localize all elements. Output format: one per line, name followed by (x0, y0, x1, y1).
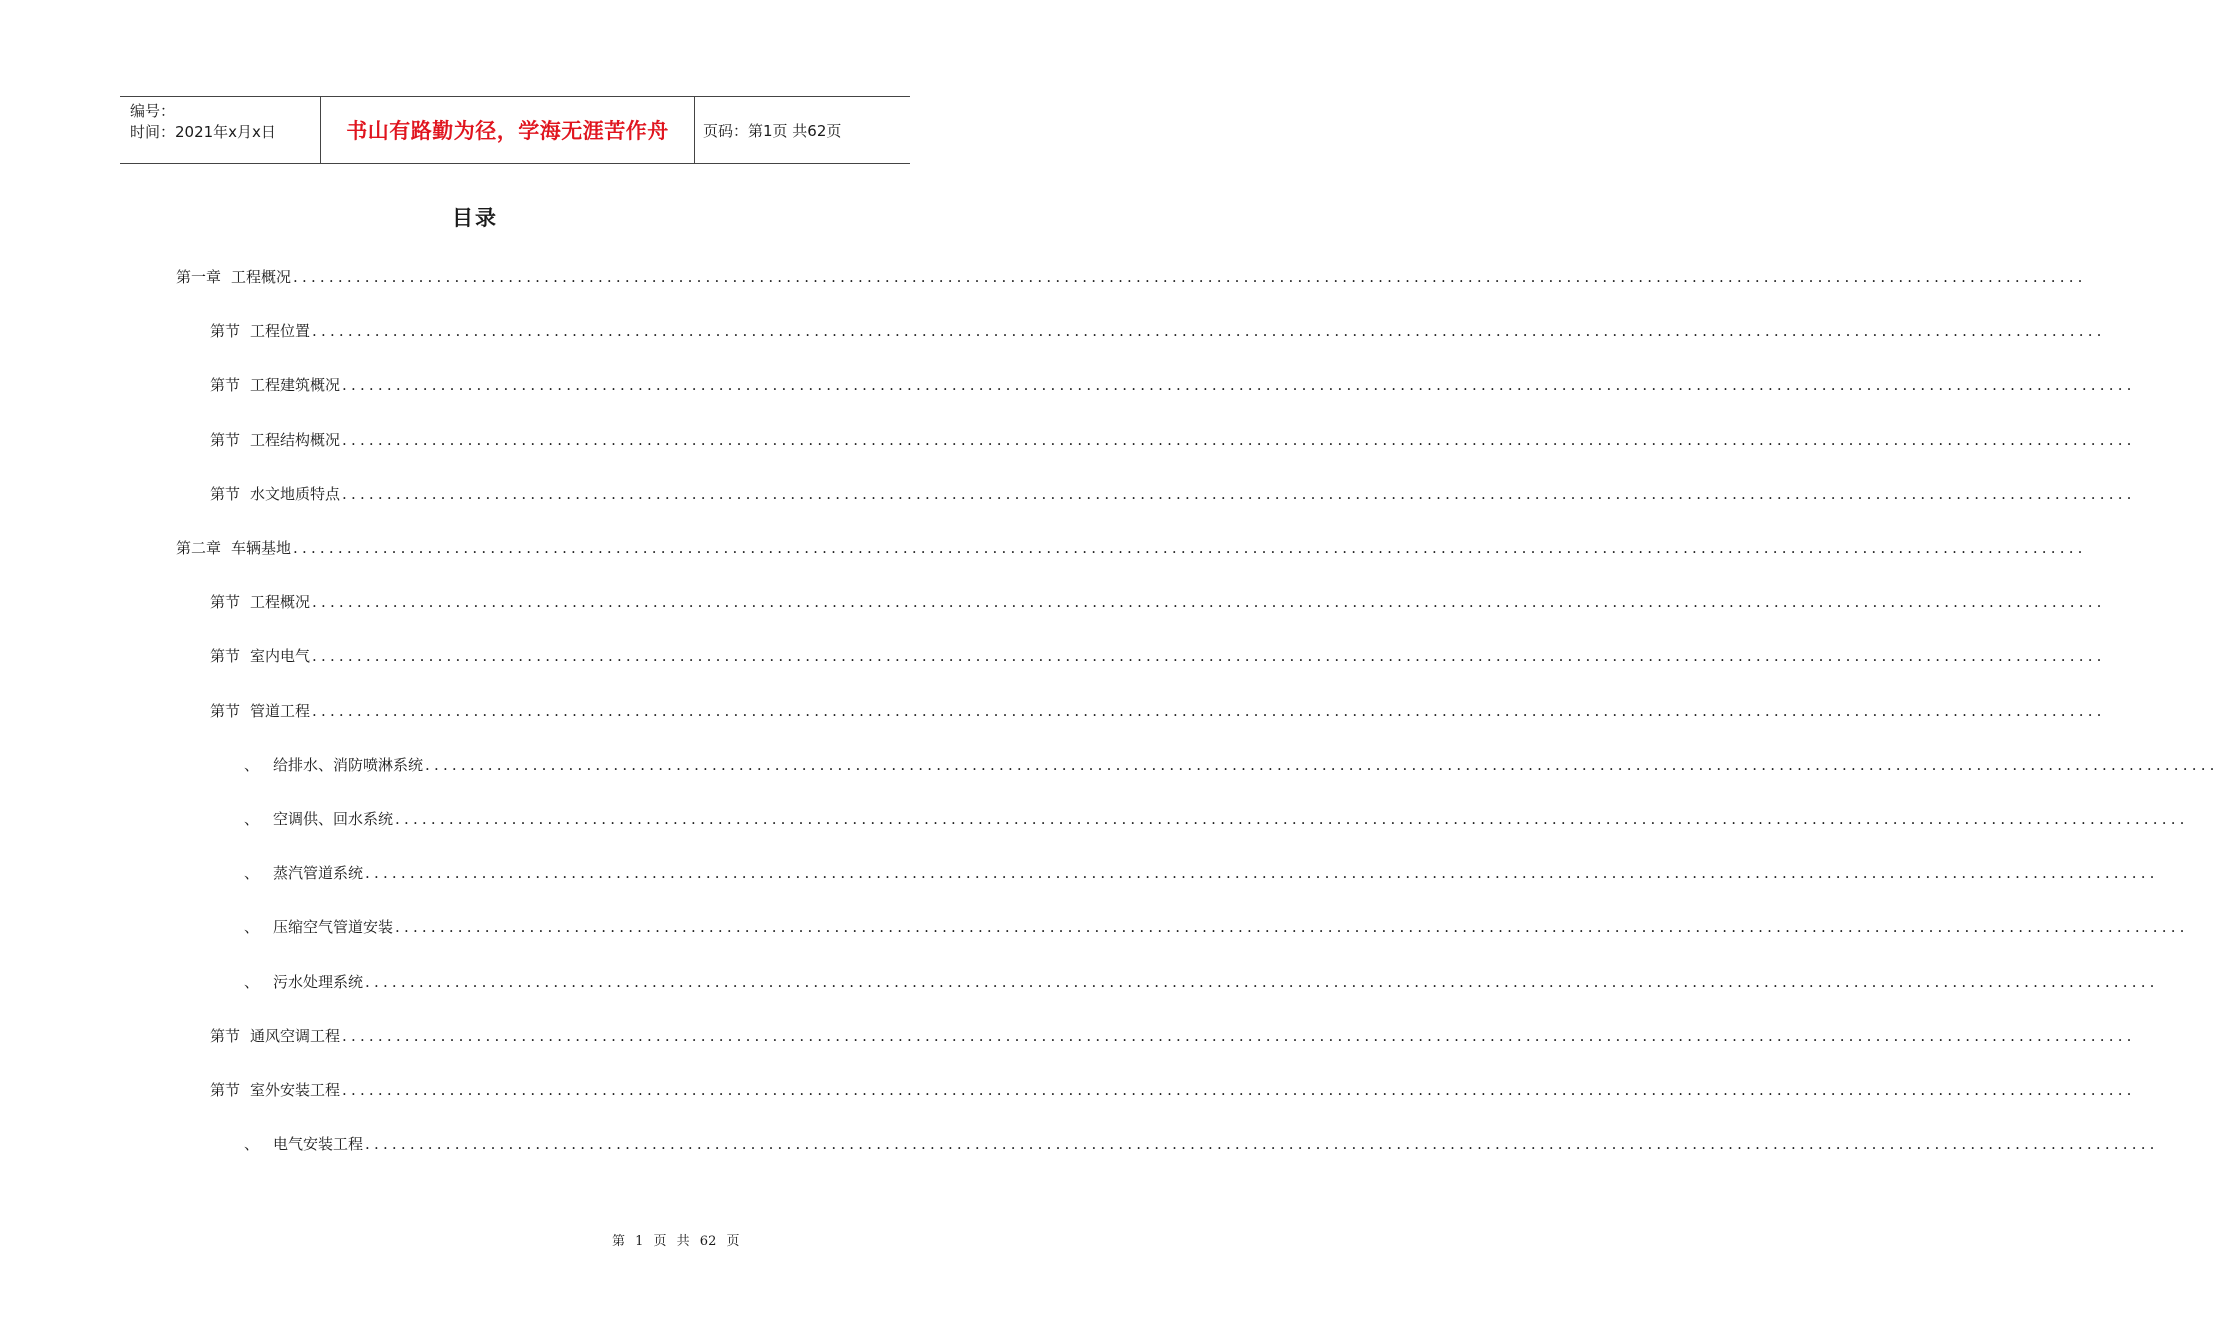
toc-entry-label: 工程建筑概况 (250, 376, 341, 395)
toc-entry-number: 、 (244, 810, 260, 828)
toc-dot-leader: ........................................................................................................................................................................................................ (312, 701, 2106, 720)
toc-dot-leader: ........................................................................................................................................................................................................ (312, 322, 2106, 341)
toc-entry-label: 工程位置 (250, 322, 311, 341)
toc-dot-leader: ........................................................................................................................................................................................................ (342, 1081, 2136, 1099)
toc-entry-label: 工程概况 (250, 593, 311, 612)
toc-dot-leader: ........................................................................................................................................................................................................ (293, 268, 2087, 286)
toc-entry-label: 通风空调工程 (250, 1026, 341, 1045)
toc-entry-label: 空调供、回水系统 (273, 810, 394, 828)
toc-entry-number: 第节 (210, 593, 241, 612)
toc-title: 目录 (452, 206, 498, 230)
toc-dot-leader: ........................................................................................................................................................................................................ (365, 1135, 2159, 1154)
toc-entry-label: 污水处理系统 (273, 972, 364, 991)
toc-dot-leader: ........................................................................................................................................................................................................ (425, 755, 2219, 774)
page-footer: 第 1 页 共 62 页 (612, 1234, 740, 1249)
toc-entry-number: 第节 (210, 376, 241, 395)
toc-entry[interactable] (210, 429, 2136, 450)
toc-entry-label: 工程概况 (231, 268, 292, 286)
toc-entry-label: 电气安装工程 (273, 1135, 364, 1154)
toc-dot-leader: ........................................................................................................................................................................................................ (342, 1026, 2136, 1045)
toc-entry[interactable] (244, 1133, 2159, 1154)
document-header (120, 96, 910, 164)
header-page-label: 页码：第1页 共62页 (703, 121, 842, 140)
toc-entry-number: 第节 (210, 322, 241, 341)
time-label: 时间：2021年x月x日 (130, 123, 276, 141)
toc-entry-number: 、 (244, 864, 260, 883)
header-meta (120, 97, 321, 163)
toc-entry-number: 第节 (210, 484, 241, 503)
toc-entry-label: 车辆基地 (231, 539, 292, 557)
toc-entry[interactable] (244, 916, 2189, 937)
toc-entry-label: 工程结构概况 (250, 430, 341, 449)
toc-entry-label: 水文地质特点 (250, 484, 341, 503)
toc-entry[interactable] (210, 1025, 2136, 1046)
toc-entry[interactable] (210, 1079, 2136, 1100)
toc-entry-label: 管道工程 (250, 701, 311, 720)
toc-entry-label: 蒸汽管道系统 (273, 864, 364, 883)
toc-entry[interactable] (176, 537, 2087, 558)
toc-entry[interactable] (244, 862, 2159, 883)
toc-entry[interactable] (210, 591, 2106, 612)
toc-dot-leader: ........................................................................................................................................................................................................ (342, 430, 2136, 449)
toc-entry[interactable] (244, 808, 2189, 829)
toc-dot-leader: ........................................................................................................................................................................................................ (395, 918, 2189, 937)
toc-entry-number: 第二章 (176, 539, 222, 557)
header-motto: 书山有路勤为径，学海无涯苦作舟 (321, 97, 695, 163)
toc-entry-number: 第节 (210, 1081, 241, 1099)
toc-entry-label: 给排水、消防喷淋系统 (273, 755, 424, 774)
toc-entry-number: 第节 (210, 701, 241, 720)
toc-entry-number: 、 (244, 1135, 260, 1154)
toc-dot-leader: ........................................................................................................................................................................................................ (312, 593, 2106, 612)
toc-dot-leader: ........................................................................................................................................................................................................ (312, 647, 2106, 666)
toc-entry[interactable] (210, 374, 2136, 395)
toc-entry-label: 压缩空气管道安装 (273, 918, 394, 937)
toc-entry[interactable] (210, 483, 2136, 504)
toc-entry[interactable] (210, 645, 2106, 666)
serial-label: 编号： (130, 102, 176, 120)
toc-dot-leader: ........................................................................................................................................................................................................ (293, 539, 2087, 557)
toc-dot-leader: ........................................................................................................................................................................................................ (342, 376, 2136, 395)
toc-entry-number: 第节 (210, 647, 241, 666)
toc-entry-label: 室外安装工程 (250, 1081, 341, 1099)
toc-entry-number: 第节 (210, 1026, 241, 1045)
toc-entry-number: 、 (244, 972, 260, 991)
toc-entry-number: 、 (244, 918, 260, 937)
toc-entry-number: 第节 (210, 430, 241, 449)
toc-dot-leader: ........................................................................................................................................................................................................ (365, 864, 2159, 883)
toc-entry-number: 第一章 (176, 268, 222, 286)
toc-entry[interactable] (210, 320, 2106, 341)
toc-entry[interactable] (244, 971, 2159, 992)
toc-dot-leader: ........................................................................................................................................................................................................ (365, 972, 2159, 991)
toc-entry[interactable] (210, 700, 2106, 721)
toc-dot-leader: ........................................................................................................................................................................................................ (342, 484, 2136, 503)
toc-entry-label: 室内电气 (250, 647, 311, 666)
toc-dot-leader: ........................................................................................................................................................................................................ (395, 810, 2189, 828)
toc-entry[interactable] (176, 266, 2087, 287)
toc-entry-number: 、 (244, 755, 260, 774)
toc-entry[interactable] (244, 754, 2219, 775)
